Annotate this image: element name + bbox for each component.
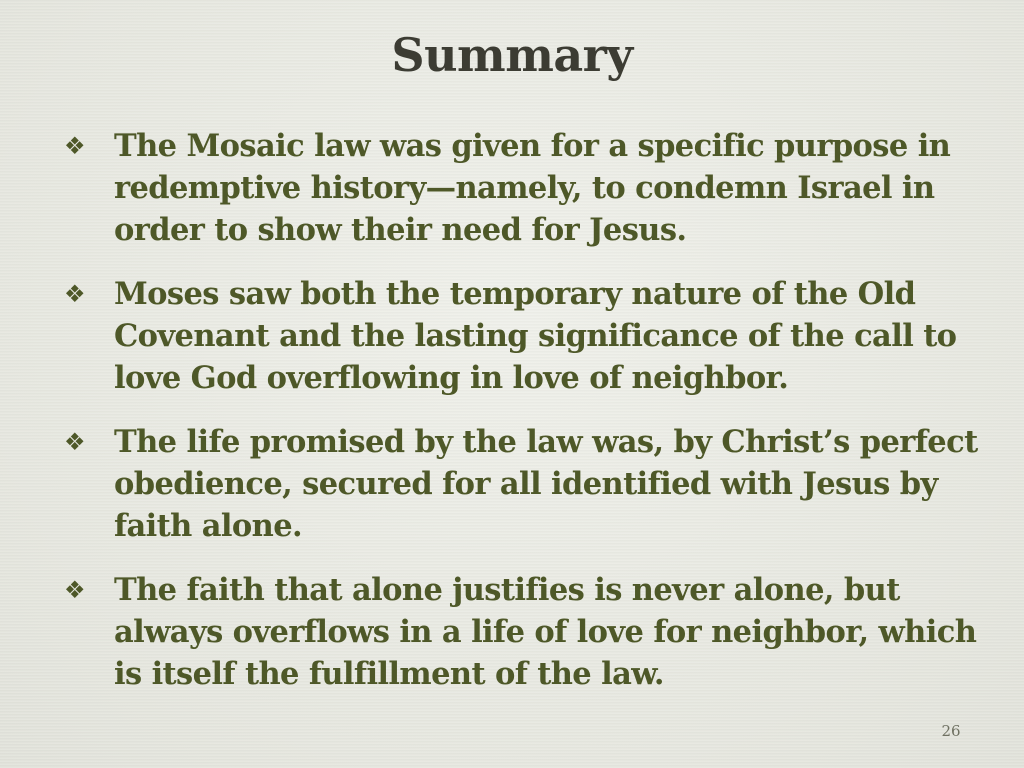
diamond-bullet-icon: ❖ (64, 280, 85, 308)
page-number: 26 (941, 722, 961, 740)
diamond-bullet-icon: ❖ (64, 576, 85, 604)
bullet-text: The faith that alone justifies is never alone, but always overflows in a life of love for neighbor, which is itself the fulfillment of the law. (114, 572, 977, 692)
bullet-item (62, 273, 982, 399)
diamond-bullet-icon: ❖ (64, 428, 85, 456)
bullet-text: The Mosaic law was given for a specific purpose in redemptive history—namely, to condemn Israel in order to show their need for Jesus. (114, 128, 951, 248)
slide-title: Summary (391, 28, 633, 82)
bullet-list (62, 125, 982, 717)
bullet-text: Moses saw both the temporary nature of the Old Covenant and the lasting significance of the call to love God overflowing in love of neighbor. (114, 276, 957, 396)
bullet-item (62, 125, 982, 251)
diamond-bullet-icon: ❖ (64, 132, 85, 160)
bullet-item (62, 421, 982, 547)
bullet-text: The life promised by the law was, by Christ’s perfect obedience, secured for all identified with Jesus by faith alone. (114, 424, 978, 544)
bullet-item (62, 569, 982, 695)
